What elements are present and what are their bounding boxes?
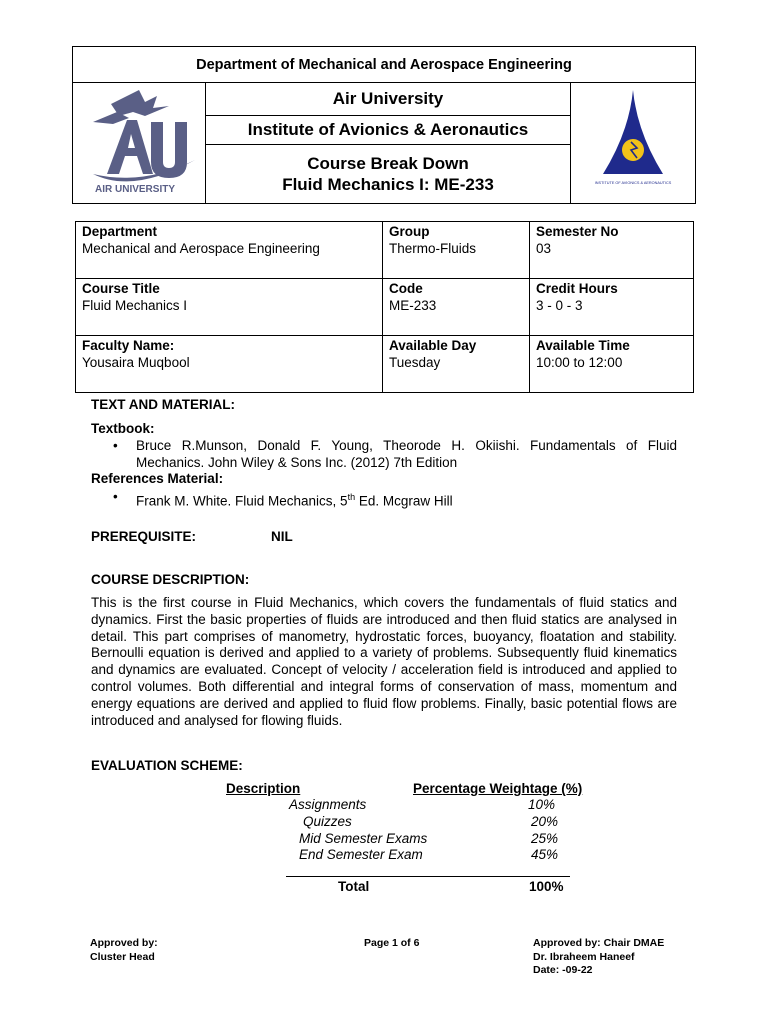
course-info-table <box>75 221 694 393</box>
code-label: Code <box>389 281 423 296</box>
semester-value: 03 <box>536 241 552 256</box>
department-value: Mechanical and Aerospace Engineering <box>82 241 320 256</box>
header-title-block <box>205 82 571 203</box>
textbook-line-2: Mechanics. John Wiley & Sons Inc. (2012) 7th Edition <box>136 454 458 470</box>
credit-value: 3 - 0 - 3 <box>536 298 583 313</box>
eval-row-desc-2: Quizzes <box>303 814 352 829</box>
textbook-list <box>91 438 677 472</box>
eval-row-desc-3: Mid Semester Exams <box>299 831 428 846</box>
approved-right-3: Date: -09-22 <box>533 964 593 976</box>
eval-col-description: Description <box>226 781 301 796</box>
approved-left-1: Approved by: <box>90 937 158 949</box>
eval-row-desc-1: Assignments <box>289 797 367 812</box>
group-cell <box>383 222 530 279</box>
list-item <box>91 489 677 510</box>
reference-text-end: Ed. Mcgraw Hill <box>355 493 453 509</box>
course-line: Fluid Mechanics I: ME-233 <box>282 175 494 194</box>
air-university-logo-text: AIR UNIVERSITY <box>95 184 176 195</box>
faculty-value: Yousaira Muqbool <box>82 355 190 370</box>
group-value: Thermo-Fluids <box>389 241 477 256</box>
eval-col-percentage: Percentage Weightage (%) <box>413 781 583 796</box>
footer-right <box>533 937 664 978</box>
description-heading: COURSE DESCRIPTION: <box>91 572 250 587</box>
table-row <box>76 222 694 279</box>
course-title-cell <box>76 279 383 336</box>
code-value: ME-233 <box>389 298 437 313</box>
course-title-block <box>206 145 570 203</box>
department-label: Department <box>82 224 158 239</box>
eval-row-pct-2: 20% <box>531 814 559 829</box>
footer-left <box>90 937 158 964</box>
day-cell <box>383 336 530 393</box>
references-list <box>91 489 677 510</box>
eval-total-value: 100% <box>529 879 564 894</box>
eval-row-pct-3: 25% <box>531 831 559 846</box>
table-row <box>76 336 694 393</box>
course-title-value: Fluid Mechanics I <box>82 298 188 313</box>
page-number: Page 1 of 6 <box>364 937 420 949</box>
code-cell <box>383 279 530 336</box>
eval-row-desc-4: End Semester Exam <box>299 847 423 862</box>
reference-sup: th <box>347 492 356 502</box>
day-value: Tuesday <box>389 355 441 370</box>
group-label: Group <box>389 224 430 239</box>
day-label: Available Day <box>389 338 477 353</box>
header-box <box>72 46 696 204</box>
department-heading: Department of Mechanical and Aerospace Engineering <box>73 47 695 83</box>
text-material-heading: TEXT AND MATERIAL: <box>91 397 235 412</box>
department-cell <box>76 222 383 279</box>
time-value: 10:00 to 12:00 <box>536 355 623 370</box>
institute-name: Institute of Avionics & Aeronautics <box>206 116 570 145</box>
references-label: References Material: <box>91 471 224 486</box>
time-label: Available Time <box>536 338 630 353</box>
table-row <box>76 279 694 336</box>
doc-title: Course Break Down <box>307 154 469 173</box>
semester-label: Semester No <box>536 224 619 239</box>
course-title-label: Course Title <box>82 281 160 296</box>
textbook-line-1: • Bruce R.Munson, Donald F. Young, Theorode H. Okiishi. Fundamentals of Fluid <box>136 438 677 453</box>
eval-total-label: Total <box>338 879 370 894</box>
air-university-logo <box>73 82 205 203</box>
university-name: Air University <box>206 82 570 116</box>
iaa-logo-text: INSTITUTE OF AVIONICS & AERONAUTICS <box>594 181 672 185</box>
approved-right-2: Dr. Ibraheem Haneef <box>533 950 635 963</box>
semester-cell <box>530 222 694 279</box>
approved-right-1: Approved by: Chair DMAE <box>533 937 665 949</box>
iaa-logo <box>571 82 695 203</box>
description-text: This is the first course in Fluid Mechanics, which covers the fundamentals of fluid statics and dynamics. First the basic properties of fluids are introduced and then fluid statics are analysed in detail. This part comprises of manometry, hydrostatic forces, buoyancy, floatation and stability. Bernoulli equation is derived and applied to a variety of problems. Subsequently fluid kinematics and dynamics are evaluated. Concept of velocity / acceleration field is introduced and applied to control volumes. Both differential and integral forms of conservation of mass, momentum and energy equations are derived and applied to fluid flow problems. Finally, basic potential flows are introduced and analysed for flowing fluids. <box>91 595 677 728</box>
credit-cell <box>530 279 694 336</box>
total-divider <box>286 876 570 877</box>
faculty-label: Faculty Name: <box>82 338 175 353</box>
prerequisite-label: PREREQUISITE: <box>91 529 197 544</box>
evaluation-heading: EVALUATION SCHEME: <box>91 758 243 773</box>
faculty-cell <box>76 336 383 393</box>
prerequisite-value: NIL <box>271 529 293 544</box>
eval-row-pct-4: 45% <box>531 847 559 862</box>
textbook-label: Textbook: <box>91 421 155 436</box>
time-cell <box>530 336 694 393</box>
reference-text: Frank M. White. Fluid Mechanics, 5 <box>136 493 348 509</box>
approved-left-2: Cluster Head <box>90 950 155 963</box>
list-item <box>91 438 677 472</box>
credit-label: Credit Hours <box>536 281 618 296</box>
eval-row-pct-1: 10% <box>528 797 556 812</box>
